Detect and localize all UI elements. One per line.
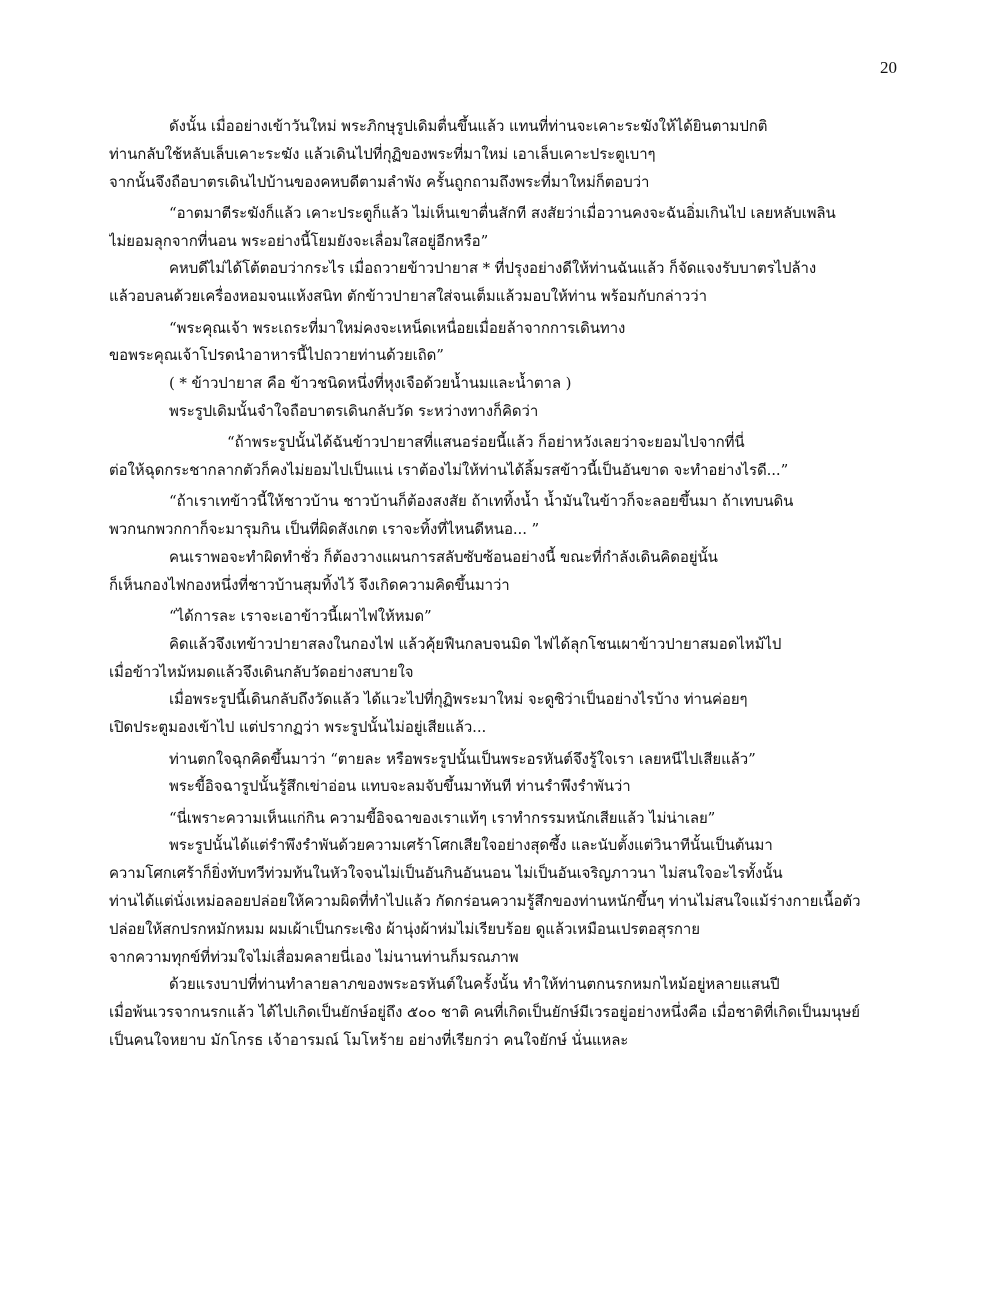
quote-line: “พระคุณเจ้า พระเถระที่มาใหม่คงจะเหน็ดเหนื่อยเมื่อยล้าจากการเดินทาง: [169, 318, 626, 337]
text-line: พระขี้อิจฉารูปนั้นรู้สึกเข่าอ่อน แทบจะลมจับขึ้นมาทันที ท่านรำพึงรำพันว่า: [169, 777, 631, 796]
text-line: คหบดีไม่ได้โต้ตอบว่ากระไร เมื่อถวายข้าวปายาส * ที่ปรุงอย่างดีให้ท่านฉันแล้ว ก็จัดแจงรับบาตรไปล้าง: [169, 259, 817, 278]
quote-line: “ถ้าพระรูปนั้นได้ฉันข้าวปายาสที่แสนอร่อยนี้แล้ว ก็อย่าหวังเลยว่าจะยอมไปจากที่นี่: [227, 433, 745, 452]
text-line: คิดแล้วจึงเทข้าวปายาสลงในกองไฟ แล้วคุ้ยฟืนกลบจนมิด ไฟได้ลุกโชนเผาข้าวปายาสมอดไหม้ไป: [169, 634, 782, 653]
text-line: พระรูปนั้นได้แต่รำพึงรำพันด้วยความเศร้าโศกเสียใจอย่างสุดซึ้ง และนับตั้งแต่วินาทีนั้นเป็นต้นมา: [169, 836, 773, 855]
text-line: แล้วอบลนด้วยเครื่องหอมจนแห้งสนิท ตักข้าวปายาสใส่จนเต็มแล้วมอบให้ท่าน พร้อมกับกล่าวว่า: [109, 287, 707, 306]
body-text: [109, 113, 901, 1055]
quote-line: “ได้การละ เราจะเอาข้าวนี้เผาไฟให้หมด”: [169, 607, 432, 626]
quote-line: “นี่เพราะความเห็นแก่กิน ความขี้อิจฉาของเราแท้ๆ เราทำกรรมหนักเสียแล้ว ไม่น่าเลย”: [169, 808, 716, 827]
text-line: ท่านกลับใช้หลับเล็บเคาะระฆัง แล้วเดินไปที่กุฏิของพระที่มาใหม่ เอาเล็บเคาะประตูเบาๆ: [109, 144, 656, 163]
text-line: พระรูปเดิมนั้นจำใจถือบาตรเดินกลับวัด ระหว่างทางก็คิดว่า: [169, 401, 539, 420]
quote-line: “ถ้าเราเทข้าวนี้ให้ชาวบ้าน ชาวบ้านก็ต้องสงสัย ถ้าเททิ้งน้ำ น้ำมันในข้าวก็จะลอยขึ้นมา ถ้าเทบนดิน: [169, 492, 794, 511]
text-line: ปล่อยให้สกปรกหมักหมม ผมเผ้าเป็นกระเซิง ผ้านุ่งผ้าห่มไม่เรียบร้อย ดูแล้วเหมือนเปรตอสุรกาย: [109, 919, 700, 938]
text-line: ด้วยแรงบาปที่ท่านทำลายลาภของพระอรหันต์ในครั้งนั้น ทำให้ท่านตกนรกหมกไหม้อยู่หลายแสนปี: [169, 975, 780, 994]
quote-line: พวกนกพวกกาก็จะมารุมกิน เป็นที่ผิดสังเกต เราจะทิ้งที่ไหนดีหนอ... ”: [109, 520, 540, 539]
text-line: ท่านตกใจฉุกคิดขึ้นมาว่า “ตายละ หรือพระรูปนั้นเป็นพระอรหันต์จึงรู้ใจเรา เลยหนีไปเสียแล้ว”: [169, 749, 756, 768]
text-line: ก็เห็นกองไฟกองหนึ่งที่ชาวบ้านสุมทิ้งไว้ จึงเกิดความคิดขึ้นมาว่า: [109, 575, 510, 594]
text-line: เป็นคนใจหยาบ มักโกรธ เจ้าอารมณ์ โมโหร้าย อย่างที่เรียกว่า คนใจยักษ์ นั่นแหละ: [109, 1031, 629, 1049]
text-line: ท่านได้แต่นั่งเหม่อลอยปล่อยให้ความผิดที่ทำไปแล้ว กัดกร่อนความรู้สึกของท่านหนักขึ้นๆ ท่านไม่สนใจแม้ร่างกายเนื้อตัว: [109, 892, 861, 911]
text-line: เมื่อข้าวไหม้หมดแล้วจึงเดินกลับวัดอย่างสบายใจ: [109, 662, 414, 681]
text-line: คนเราพอจะทำผิดทำชั่ว ก็ต้องวางแผนการสลับซับซ้อนอย่างนี้ ขณะที่กำลังเดินคิดอยู่นั้น: [169, 547, 718, 566]
text-line: เมื่อพระรูปนี้เดินกลับถึงวัดแล้ว ได้แวะไปที่กุฏิพระมาใหม่ จะดูซิว่าเป็นอย่างไรบ้าง ท่านค่อยๆ: [169, 690, 748, 709]
page-number: 20: [880, 58, 897, 77]
text-line: จากความทุกข์ที่ท่วมใจไม่เสื่อมคลายนี่เอง ไม่นานท่านก็มรณภาพ: [109, 947, 519, 966]
text-line: ดังนั้น เมื่ออย่างเข้าวันใหม่ พระภิกษุรูปเดิมตื่นขึ้นแล้ว แทนที่ท่านจะเคาะระฆังให้ได้ยินตามปกติ: [169, 117, 768, 135]
footnote-line: ( * ข้าวปายาส คือ ข้าวชนิดหนึ่งที่หุงเจือด้วยน้ำนมและน้ำตาล ): [169, 374, 572, 393]
text-line: เปิดประตูมองเข้าไป แต่ปรากฏว่า พระรูปนั้นไม่อยู่เสียแล้ว...: [109, 718, 487, 737]
quote-line: ไม่ยอมลุกจากที่นอน พระอย่างนี้โยมยังจะเลื่อมใสอยู่อีกหรือ”: [109, 231, 489, 250]
text-line: จากนั้นจึงถือบาตรเดินไปบ้านของคหบดีตามลำพัง ครั้นถูกถามถึงพระที่มาใหม่ก็ตอบว่า: [109, 172, 650, 191]
quote-line: “อาตมาตีระฆังก็แล้ว เคาะประตูก็แล้ว ไม่เห็นเขาตื่นสักที สงสัยว่าเมื่อวานคงจะฉันอิ่มเกินไป เลยหลับเพลิน: [169, 203, 836, 222]
quote-line: ต่อให้ฉุดกระชากลากตัวก็คงไม่ยอมไปเป็นแน่ เราต้องไม่ให้ท่านได้ลิ้มรสข้าวนี้เป็นอันขาด จะทำอย่างไรดี...”: [109, 461, 789, 480]
quote-line: ขอพระคุณเจ้าโปรดนำอาหารนี้ไปถวายท่านด้วยเถิด”: [109, 346, 444, 365]
text-line: ความโศกเศร้าก็ยิ่งทับทวีท่วมท้นในหัวใจจนไม่เป็นอันกินอันนอน ไม่เป็นอันเจริญภาวนา ไม่สนใจอะไรทั้งนั้น: [109, 864, 783, 883]
text-line: เมื่อพ้นเวรจากนรกแล้ว ได้ไปเกิดเป็นยักษ์อยู่ถึง ๕๐๐ ชาติ คนที่เกิดเป็นยักษ์มีเวรอยู่อย่างหนึ่งคือ เมื่อชาติที่เกิดเป็นมนุษย์: [109, 1003, 860, 1022]
